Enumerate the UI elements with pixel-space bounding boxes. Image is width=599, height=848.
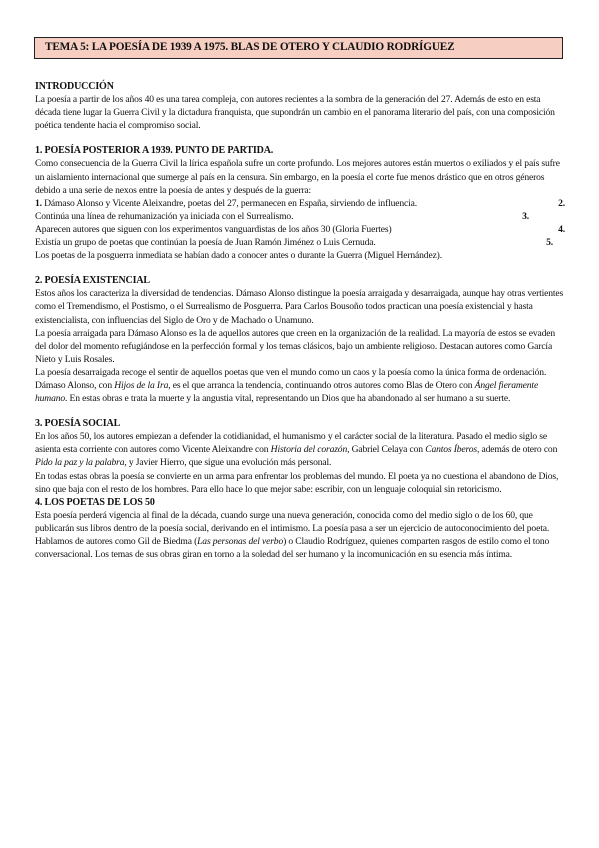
book-title: Cantos Íberos xyxy=(425,444,477,456)
section2-heading: 2. POESÍA EXISTENCIAL xyxy=(35,275,150,287)
document-body xyxy=(35,80,565,561)
text-run: ) o Claudio Rodríguez, quienes comparten rasgos de estilo como el tono conversacional. Los temas de sus obras giran en torno a la soledad del ser humano y la incomunicación en su esencia más íntima. xyxy=(35,536,550,561)
text-run: , además de otero con xyxy=(477,444,558,456)
intro-paragraph: La poesía a partir de los años 40 es una tarea compleja, con autores recientes a la sombra de la generación del 27. Además de esto en esta década tiene lugar la Guerra Civil y la dictadura franquista, que supondrán un cambio en el panorama literario del país, con una composición poética tendente hacia el compromiso social. xyxy=(35,94,555,132)
section4-heading: 4. LOS POETAS DE LOS 50 xyxy=(35,496,155,508)
list-text: Dámaso Alonso y Vicente Aleixandre, poetas del 27, permanecen en España, sirviendo de influencia. xyxy=(41,197,418,209)
list-item xyxy=(35,223,565,236)
list-text: Los poetas de la posguerra inmediata se habían dado a conocer antes o durante la Guerra (Miguel Hernández). xyxy=(35,250,442,262)
section3-paragraph-1 xyxy=(35,430,565,469)
section3-paragraph-2: En todas estas obras la poesía se convierte en un arma para enfrentar los problemas del mundo. El poeta ya no cuestiona el abandono de Dios, sino que baja con el resto de los hombres. Para ello hace lo que mejor sabe: escribir, con un lenguaje coloquial sin retoricismo. xyxy=(35,470,559,495)
list-text: Aparecen autores que siguen con los experimentos vanguardistas de los años 30 (Gloria Fuertes) xyxy=(35,223,392,235)
book-title: Hijos de la Ira xyxy=(114,379,169,391)
list-item xyxy=(35,236,565,249)
section1-paragraph: Como consecuencia de la Guerra Civil la lírica española sufre un corte profundo. Los mejores autores están muertos o exiliados y el país sufre un aislamiento internacional que sumerge al país en la censura. Sin embargo, en la poesía el corte fue menos drástico que en otros géneros debido a una serie de nexos entre la poesía de antes y después de la guerra: xyxy=(35,158,560,196)
text-run: En los años 50, los autores empiezan a defender la cotidianidad, el humanismo y el carácter social de la literatura. Pasado el medio siglo se asienta esta corriente con autores como Vicente Aleixandre con xyxy=(35,431,547,456)
text-run: , Gabriel Celaya con xyxy=(347,444,426,456)
list-text: Continúa una línea de rehumanización ya iniciada con el Surrealismo. xyxy=(35,210,294,222)
list-number: 4. xyxy=(558,223,565,235)
list-item xyxy=(35,197,565,210)
document-title: TEMA 5: LA POESÍA DE 1939 A 1975. BLAS DE OTERO Y CLAUDIO RODRÍGUEZ xyxy=(45,41,455,53)
intro-heading: INTRODUCCIÓN xyxy=(35,81,114,92)
list-text: Existía un grupo de poetas que continúan la poesía de Juan Ramón Jiménez o Luis Cernuda. xyxy=(35,237,376,249)
text-run: , es el que arranca la tendencia, continuando otros autores como Blas de Otero con xyxy=(168,379,475,391)
list-item xyxy=(35,210,565,223)
book-title: Las personas del verbo xyxy=(197,536,284,547)
list-number: 5. xyxy=(546,237,553,249)
text-run: Esta poesía perderá vigencia al final de la década, cuando surge una nueva generación, conocida como del medio siglo o de los 60, que publicarán sus libros dentro de la poesía social, derivando en el intimismo. La poesía pasa a ser un ejercicio de autoconocimiento del poeta. Hablamos de autores como Gil de Biedma ( xyxy=(35,509,550,547)
text-run: , y Javier Hierro, que sigue una evolución más personal. xyxy=(124,457,332,469)
section3-heading: 3. POESÍA SOCIAL xyxy=(35,418,121,430)
section4-paragraph xyxy=(35,509,565,561)
list-number: 1. xyxy=(35,197,42,209)
book-title: Historia del corazón xyxy=(270,444,348,456)
section1-heading: 1. POESÍA POSTERIOR A 1939. PUNTO DE PARTIDA. xyxy=(35,145,274,157)
section2-paragraph-2: La poesía arraigada para Dámaso Alonso es la de aquellos autores que creen en la organización de la realidad. La mayoría de estos se evaden del dolor del momento refugiándose en la perfección formal y los temas clásicos, bajo un ambiente religioso. Destacan autores como García Nieto y Luis Rosales. xyxy=(35,327,555,365)
book-title: Ángel fieramente humano xyxy=(35,379,539,405)
text-run: . En estas obras e trata la muerte y la angustia vital, representando un Dios que ha abandonado al ser humano a su suerte. xyxy=(65,393,511,405)
title-banner xyxy=(34,37,563,59)
list-number: 3. xyxy=(522,210,529,222)
text-run: La poesía desarraigada recoge el sentir de aquellos poetas que ven el mundo como un caos y la poesía como la única forma de ordenación. Dámaso Alonso, con xyxy=(35,366,547,391)
section2-paragraph-3 xyxy=(35,366,565,405)
section2-paragraph-1: Estos años los caracteriza la diversidad de tendencias. Dámaso Alonso distingue la poesía arraigada y desarraigada, aunque hay otras vertientes como el Tremendismo, el Postismo, o el Surrealismo de Posguerra. Para Carlos Bousoño todos practican una poesía existencial y hasta existencialista, con influencias del Siglo de Oro y de Machado o Unamuno. xyxy=(35,288,564,326)
list-number: 2. xyxy=(558,197,565,209)
book-title: Pido la paz y la palabra xyxy=(35,457,125,469)
